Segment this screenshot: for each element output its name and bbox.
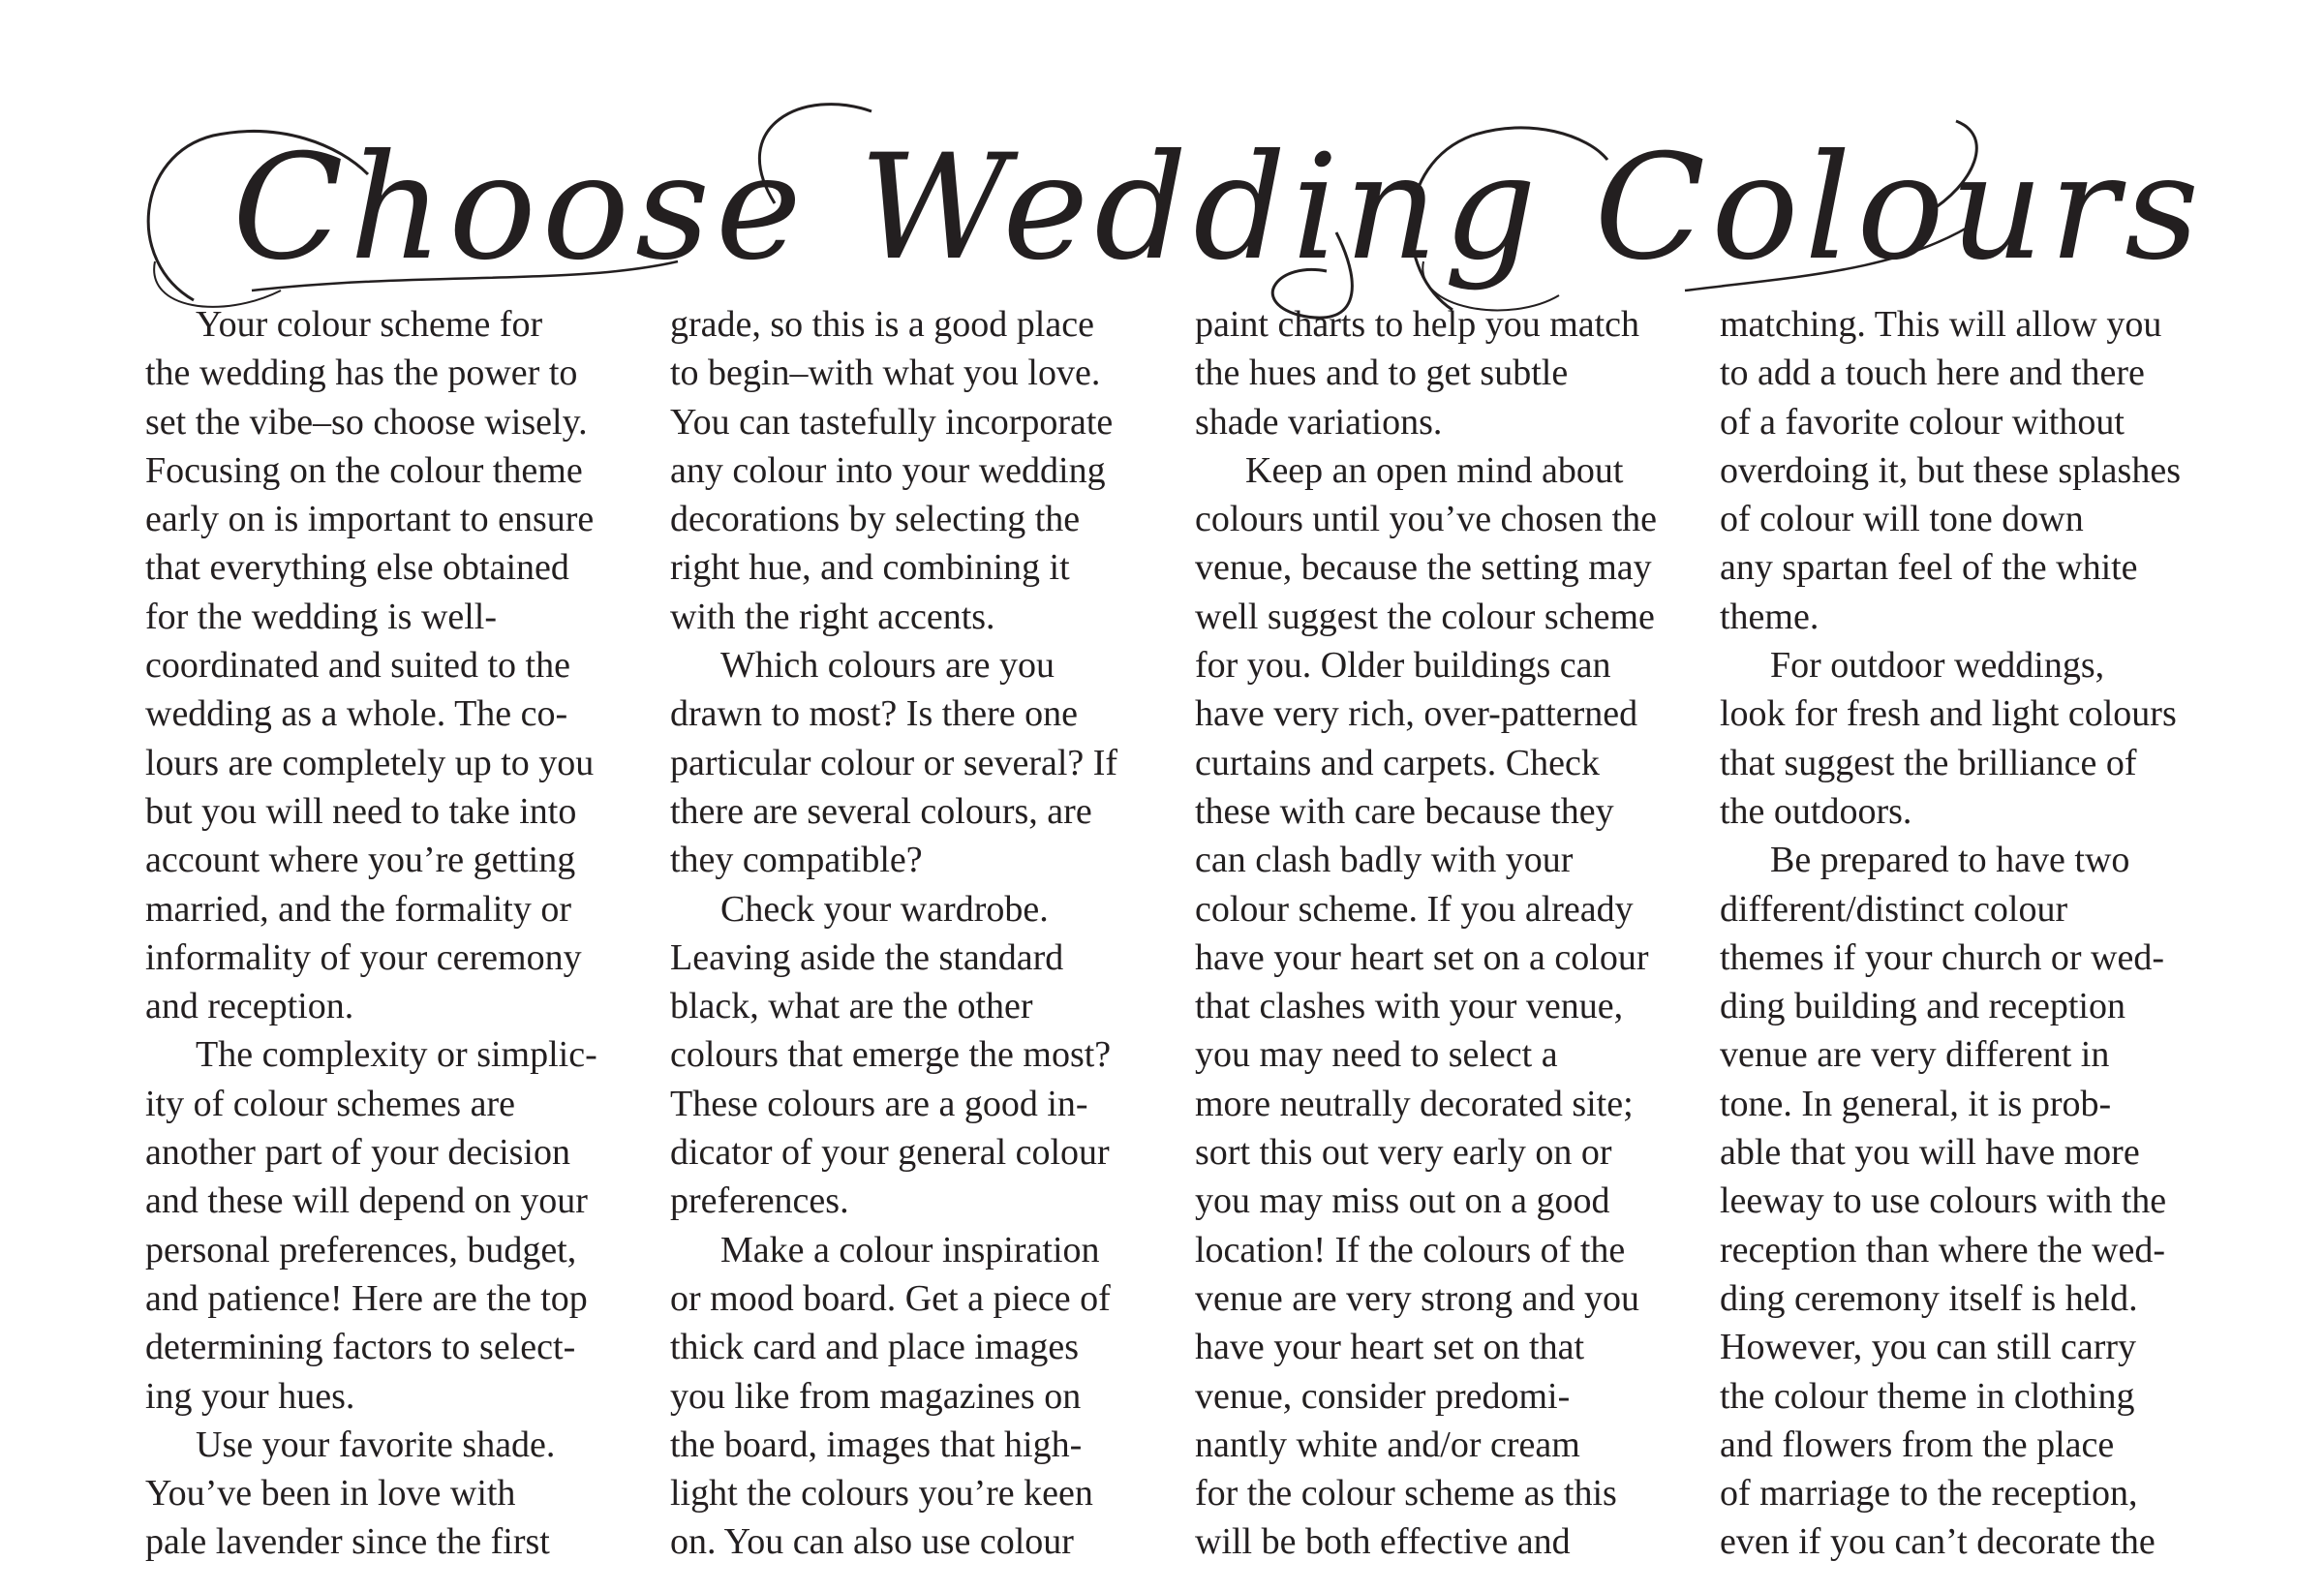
article-column-4 — [1720, 300, 2214, 1569]
paragraph: The complexity or simplic- ity of colour schemes are another part of your decision and these will depend on your personal preferences, budget, and patience! Here are the top determining factors to select- ing your hues. — [145, 1034, 597, 1417]
paragraph: Check your wardrobe. Leaving aside the standard black, what are the other colours that emerge the most? These colours are a good in- dicator of your general colour preferences. — [670, 888, 1112, 1222]
paragraph: Make a colour inspiration or mood board. Get a piece of thick card and place images you like from magazines on the board, images that high- light the colours you’re keen on. You can also use colour — [670, 1229, 1111, 1563]
paragraph: Keep an open mind about colours until you’ve chosen the venue, because the setting may well suggest the colour scheme for you. Older buildings can have very rich, over-patterned curtains and carpets. Check these with care because they can clash badly with your colour scheme. If you already have your heart set on a colour that clashes with your venue, you may need to select a more neutrally decorated site; sort this out very early on or you may miss out on a good location! If the colours of the venue are very strong and you have your heart set on that venue, consider predomi- nantly white and/or cream for the colour scheme as this will be both effective and — [1195, 449, 1658, 1563]
paragraph: grade, so this is a good place to begin–with what you love. You can tastefully incorporate any colour into your wedding decorations by selecting the right hue, and combining it with the right accents. — [670, 304, 1114, 637]
title-block — [136, 68, 2206, 320]
article-column-2 — [670, 300, 1164, 1569]
paragraph: Be prepared to have two different/distinct colour themes if your church or wed- ding building and reception venue are very different in tone. In general, it is prob- able that you will have more leeway to use colours with the reception than where the wed- ding ceremony itself is held. However, you can still carry the colour theme in clothing and flowers from the place of marriage to the reception, even if you can’t decorate the — [1720, 840, 2167, 1563]
paragraph: Your colour scheme for the wedding has the power to set the vibe–so choose wisely. Focusing on the colour theme early on is important to ensure that everything else obtained for the wedding is well- coordinated and suited to the wedding as a whole. The co- lours are completely up to you but you will need to take into account where you’re getting married, and the formality or informality of your ceremony and reception. — [145, 304, 595, 1027]
paragraph: For outdoor weddings, look for fresh and light colours that suggest the brilliance of the outdoors. — [1720, 645, 2177, 832]
paragraph: Use your favorite shade. You’ve been in love with pale lavender since the first — [145, 1424, 556, 1563]
page-title: Choose Wedding Colours — [232, 124, 2206, 292]
paragraph: Which colours are you drawn to most? Is there one particular colour or several? If there are several colours, are they compatible? — [670, 645, 1118, 881]
article-column-3 — [1195, 300, 1689, 1569]
paragraph: matching. This will allow you to add a touch here and there of a favorite colour without overdoing it, but these splashes of colour will tone down any spartan feel of the white theme. — [1720, 304, 2181, 637]
article-column-1 — [145, 300, 639, 1569]
article-body — [145, 300, 2198, 1569]
paragraph: paint charts to help you match the hues and to get subtle shade variations. — [1195, 304, 1640, 443]
